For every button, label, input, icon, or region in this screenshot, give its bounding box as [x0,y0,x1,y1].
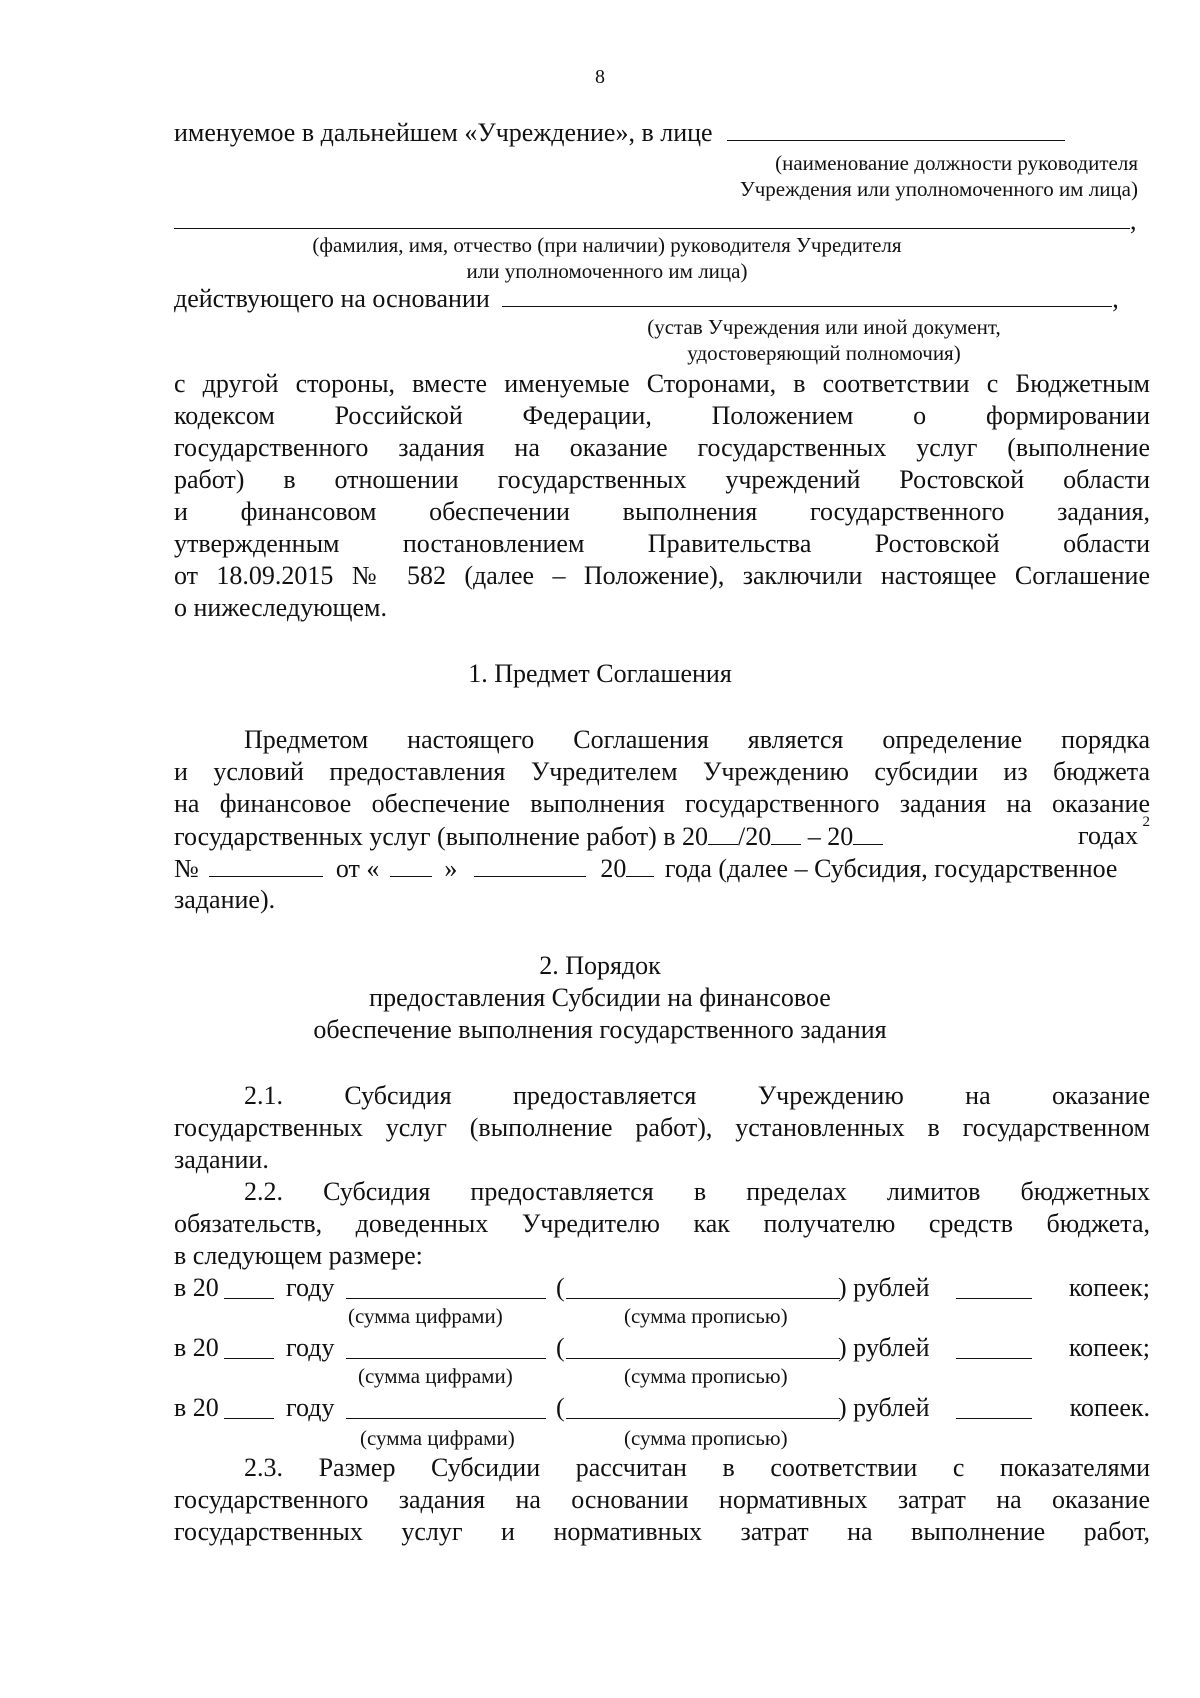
blank-year [771,820,801,845]
clause-2-1: 2.1. Субсидия предоставляется Учреждению на оказание [244,1081,1150,1110]
intro-line: от 18.09.2015 № 582 (далее – Положение), заключили настоящее Соглашение [174,561,1150,590]
caption-position-1: (наименование должности руководителя [775,151,1138,175]
intro-line: государственного задания на оказание государственных услуг (выполнение [174,433,1150,462]
caption-basis-1: (устав Учреждения или иной документ, [647,315,1001,339]
clause-2-1: задании. [174,1145,269,1174]
intro-line: с другой стороны, вместе именуемые Сторонами, в соответствии с Бюджетным [174,369,1150,398]
blank-year [708,820,738,845]
caption-position-2: Учреждения или уполномоченного им лица) [739,177,1138,201]
header-line-2: , [174,204,1150,237]
section-2-title: обеспечение выполнения государственного задания [313,1015,887,1044]
section-1-title: 1. Предмет Соглашения [468,659,732,688]
intro-line: и финансовом обеспечении выполнения государственного задания, [174,497,1150,526]
blank-year [626,852,654,877]
sum-captions: (сумма цифрами) (сумма прописью) [358,1364,788,1388]
blank-sum-digits [346,1394,546,1419]
blank-number [209,852,323,877]
caption-name-2: или уполномоченного им лица) [466,259,748,283]
clause-2-2: обязательств, доведенных Учредителю как получателю средств бюджета, [174,1209,1150,1238]
blank-full-name [174,204,1130,229]
section-2-title: предоставления Субсидии на финансовое [369,983,831,1012]
section-1-line: задание). [174,885,276,914]
section-2-title: 2. Порядок [539,951,661,980]
blank-day [390,852,432,877]
sum-captions: (сумма цифрами) (сумма прописью) [348,1304,788,1328]
clause-2-3: государственного задания на основании нормативных затрат на оказание [174,1485,1150,1514]
intro-line: о нижеследующем. [174,593,388,622]
intro-line: работ) в отношении государственных учреждений Ростовской области [174,465,1150,494]
page-number: 8 [595,66,605,88]
blank-sum-digits [346,1334,546,1359]
blank-month [474,852,586,877]
clause-2-3: 2.3. Размер Субсидии рассчитан в соответствии с показателями [244,1453,1150,1482]
header-line-1: именуемое в дальнейшем «Учреждение», в лице [174,116,1150,149]
caption-basis-2: удостоверяющий полномочия) [687,341,961,365]
blank-kopecks [956,1334,1032,1359]
blank-sum-words [566,1274,840,1299]
blank-kopecks [956,1274,1032,1299]
section-1-number-line: № от « » 20 года (далее – Субсидия, государственное [174,854,1118,883]
blank-year [853,820,883,845]
clause-2-1: государственных услуг (выполнение работ), установленных в государственном [174,1113,1150,1142]
clause-2-3: государственных услуг и нормативных затрат на выполнение работ, [174,1517,1150,1546]
blank-year [224,1334,274,1359]
blank-sum-digits [346,1274,546,1299]
blank-sum-words [566,1394,840,1419]
sum-captions: (сумма цифрами) (сумма прописью) [360,1426,788,1450]
header-line-3: действующего на основании , [174,284,1119,313]
blank-basis [502,282,1112,307]
section-1-years-line: государственных услуг (выполнение работ) в 20 /20 – 20 годах 2 [174,814,1150,851]
section-1-line: Предметом настоящего Соглашения является определение порядка [244,725,1150,754]
clause-2-2: в следующем размере: [174,1241,423,1270]
section-1-line: и условий предоставления Учредителем Учреждению субсидии из бюджета [174,757,1150,786]
blank-position [727,116,1065,141]
blank-year [224,1394,274,1419]
document-page: 8 именуемое в дальнейшем «Учреждение», в лице (наименование должности руководителя Учреждения или уполномоченного им лица) , (фамилия, имя, отчество (при наличии) руководителя Учредителя или уполномоченного им лица) действующего на основании , (устав Учреждения или иной документ, удостоверяющий полномочия) с другой стороны, вместе именуемые Сторонами, в соответствии с Бюджетным кодексом Российской Федерации, Положением о формировании государственного задания на оказание государственных услуг (выполнение работ) в отношении государственных учреждений Ростовской области и финансовом обеспечении выполнения государственного задания, утвержденным постановлением Правительства Ростовской области от 18.09.2015 № 582 (далее – Положение), заключили настоящее Соглашение о нижеследующем. 1. Предмет Соглашения Предметом настоящего Соглашения является определение порядка и условий предоставления Учредителем Учреждению субсидии из бюджета на финансовое обеспечение выполнения государственного задания на оказание государственных услуг (выполнение работ) в 20 /20 – 20 годах 2 № от « » 20 года (далее – Субсидия, государственное задание). 2. Порядок предоставления Субсидии на финансовое обеспечение выполнения государственного задания 2.1. Субсидия предоставляется Учреждению на оказание государственных услуг (выполнение работ), установленных в государственном задании. 2.2. Субсидия предоставляется в пределах лимитов бюджетных обязательств, доведенных Учредителю как получателю средств бюджета, в следующем размере: в 20 году ( ) рублей копеек; (сумма цифрами) (сумма прописью) в 20 году ( ) рублей копеек; (сумма цифрами) (сумма прописью) в 20 году ( ) рублей копеек. (сумма цифрами) (сумма прописью) 2.3. Размер Субсидии рассчитан в соответствии с показателями государственного задания на основании нормативных затрат на оказание государственных услуг и нормативных затрат на выполнение работ, [0,0,1200,1698]
blank-sum-words [566,1334,840,1359]
intro-line: утвержденным постановлением Правительства Ростовской области [174,529,1150,558]
intro-line: кодексом Российской Федерации, Положением о формировании [174,401,1150,430]
clause-2-2: 2.2. Субсидия предоставляется в пределах лимитов бюджетных [244,1177,1150,1206]
caption-name-1: (фамилия, имя, отчество (при наличии) руководителя Учредителя [312,233,902,257]
blank-year [224,1274,274,1299]
blank-kopecks [956,1394,1032,1419]
section-1-line: на финансовое обеспечение выполнения государственного задания на оказание [174,789,1150,818]
